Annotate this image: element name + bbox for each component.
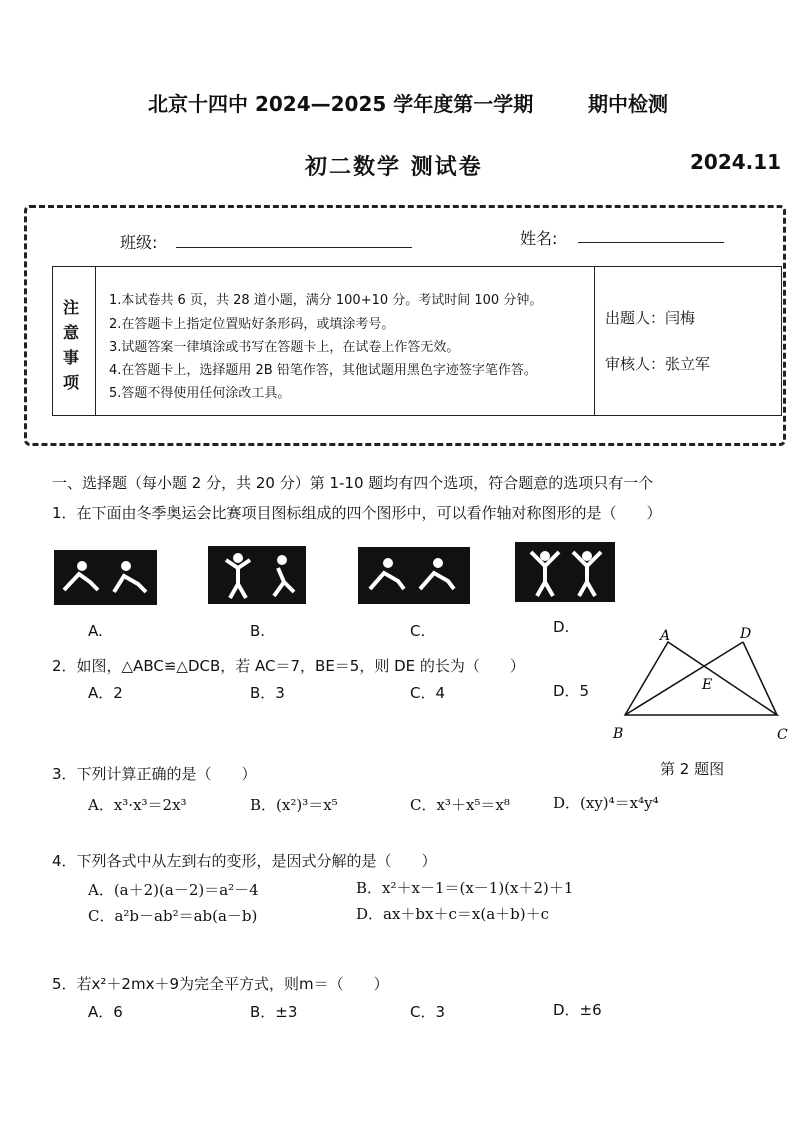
label-e: E [702, 677, 713, 693]
question-3-stem: 3．下列计算正确的是（ ） [52, 765, 257, 783]
name-label: 姓名: [520, 229, 558, 248]
olympic-icon-a [54, 550, 157, 605]
q5-option-d: D．±6 [553, 1001, 602, 1019]
triangle-dcb [625, 642, 777, 715]
question-2-stem: 2．如图，△ABC≌△DCB，若 AC＝7，BE＝5，则 DE 的长为（ ） [52, 657, 525, 675]
notice-label-char: 注 [63, 298, 80, 317]
q2-option-d: D．5 [553, 682, 590, 700]
figure-caption: 第 2 题图 [660, 760, 725, 778]
label-d: D [740, 626, 752, 642]
reviewer: 审核人：张立军 [605, 355, 711, 373]
q4-option-c: C．a²b－ab²＝ab(a－b) [88, 907, 258, 925]
q2-option-b: B．3 [250, 684, 285, 702]
olympic-icon-b [208, 546, 306, 604]
label-a: A [660, 628, 671, 644]
exam-title: 北京十四中 2024—2025 学年度第一学期 [148, 92, 534, 116]
question-1-stem: 1．在下面由冬季奥运会比赛项目图标组成的四个图形中，可以看作轴对称图形的是（ ） [52, 504, 662, 522]
notice-label-column [53, 267, 96, 415]
q5-option-a: A．6 [88, 1003, 123, 1021]
exam-type: 期中检测 [588, 92, 668, 116]
label-c: C [777, 727, 788, 743]
q2-option-c: C．4 [410, 684, 446, 702]
question-4-stem: 4．下列各式中从左到右的变形，是因式分解的是（ ） [52, 852, 437, 870]
olympic-icon-c [358, 547, 470, 604]
notice-rule: 3.试题答案一律填涂或书写在答题卡上，在试卷上作答无效。 [109, 340, 460, 355]
notice-rule: 5.答题不得使用任何涂改工具。 [109, 386, 291, 401]
q5-option-b: B．±3 [250, 1003, 298, 1021]
class-label: 班级: [120, 233, 158, 252]
notice-label-char: 事 [63, 348, 80, 367]
q1-option-d: D. [553, 618, 570, 636]
q3-option-b: B．(x²)³＝x⁵ [250, 796, 338, 814]
q3-option-c: C．x³＋x⁵＝x⁸ [410, 796, 510, 814]
q3-option-a: A．x³·x³＝2x³ [88, 796, 187, 814]
label-b: B [613, 726, 624, 742]
notice-rule: 4.在答题卡上，选择题用 2B 铅笔作答，其他试题用黑色字迹签字笔作答。 [109, 363, 537, 378]
q1-option-c: C. [410, 622, 426, 640]
notice-divider [594, 267, 595, 415]
q5-option-c: C．3 [410, 1003, 446, 1021]
question-5-stem: 5．若x²＋2mx＋9为完全平方式，则m＝（ ） [52, 975, 389, 993]
q4-option-b: B．x²＋x－1＝(x－1)(x＋2)＋1 [356, 879, 574, 897]
q4-option-d: D．ax＋bx＋c＝x(a＋b)＋c [356, 905, 550, 923]
triangle-abc [625, 642, 777, 715]
author: 出题人：闫梅 [605, 309, 696, 327]
notice-table [52, 266, 782, 416]
page-subtitle: 初二数学 测试卷 [305, 155, 483, 180]
q1-option-b: B. [250, 622, 266, 640]
notice-rule: 1.本试卷共 6 页，共 28 道小题，满分 100+10 分。考试时间 100 分钟。 [109, 293, 543, 308]
exam-date: 2024.11 [690, 150, 782, 174]
notice-label-char: 意 [63, 323, 80, 342]
question-2-figure [605, 625, 794, 750]
q4-option-a: A．(a＋2)(a－2)＝a²－4 [88, 881, 259, 899]
notice-rule: 2.在答题卡上指定位置贴好条形码，或填涂考号。 [109, 317, 395, 332]
q2-option-a: A．2 [88, 684, 123, 702]
class-field[interactable] [176, 247, 412, 248]
name-field[interactable] [578, 242, 724, 243]
olympic-icon-d [515, 542, 615, 602]
q3-option-d: D．(xy)⁴＝x⁴y⁴ [553, 794, 659, 812]
q1-option-a: A. [88, 622, 103, 640]
notice-label-char: 项 [63, 373, 80, 392]
section-heading: 一、选择题（每小题 2 分，共 20 分）第 1-10 题均有四个选项，符合题意的选项只有一个 [52, 474, 654, 492]
